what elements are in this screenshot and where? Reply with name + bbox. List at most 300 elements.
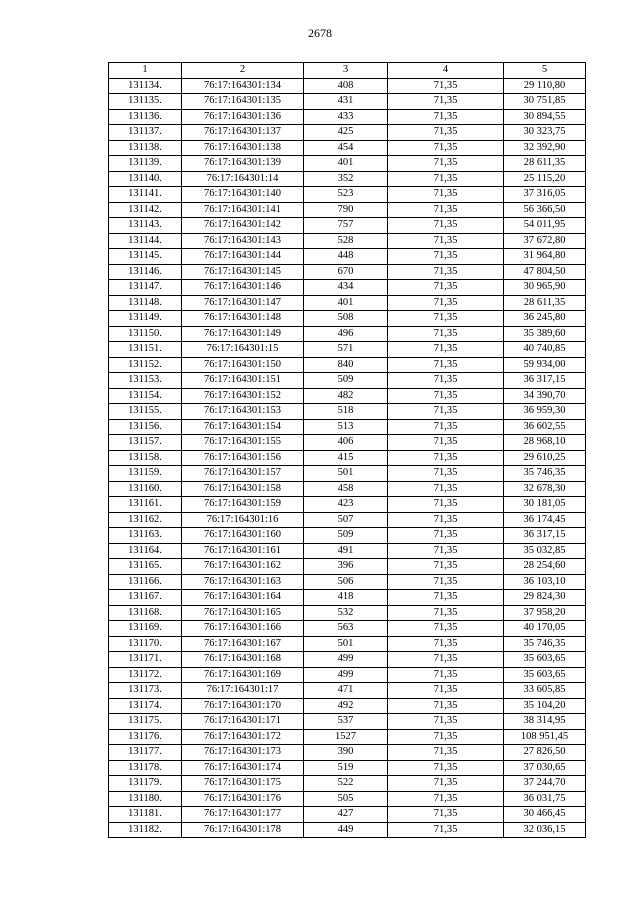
rate-cell: 71,35 [388,435,504,451]
cadastral-number-cell: 76:17:164301:17 [182,683,304,699]
column-header: 4 [388,63,504,79]
cadastral-number-cell: 76:17:164301:144 [182,249,304,265]
rate-cell: 71,35 [388,125,504,141]
table-row [109,264,586,280]
rate-cell: 71,35 [388,388,504,404]
rate-cell: 71,35 [388,667,504,683]
cadastral-number-cell: 76:17:164301:155 [182,435,304,451]
rate-cell: 71,35 [388,233,504,249]
row-number-cell: 131180. [109,791,182,807]
area-cell: 840 [304,357,388,373]
value-cell: 38 314,95 [504,714,586,730]
registry-table [108,62,586,838]
rate-cell: 71,35 [388,109,504,125]
rate-cell: 71,35 [388,450,504,466]
table-row [109,466,586,482]
area-cell: 406 [304,435,388,451]
area-cell: 670 [304,264,388,280]
row-number-cell: 131140. [109,171,182,187]
table-row [109,776,586,792]
row-number-cell: 131165. [109,559,182,575]
value-cell: 30 323,75 [504,125,586,141]
value-cell: 29 610,25 [504,450,586,466]
cadastral-number-cell: 76:17:164301:136 [182,109,304,125]
value-cell: 29 824,30 [504,590,586,606]
table-row [109,512,586,528]
cadastral-number-cell: 76:17:164301:145 [182,264,304,280]
table-row [109,636,586,652]
cadastral-number-cell: 76:17:164301:158 [182,481,304,497]
table-row [109,140,586,156]
area-cell: 423 [304,497,388,513]
rate-cell: 71,35 [388,574,504,590]
area-cell: 401 [304,295,388,311]
value-cell: 37 958,20 [504,605,586,621]
area-cell: 491 [304,543,388,559]
rate-cell: 71,35 [388,419,504,435]
area-cell: 390 [304,745,388,761]
row-number-cell: 131163. [109,528,182,544]
table-row [109,326,586,342]
cadastral-number-cell: 76:17:164301:140 [182,187,304,203]
area-cell: 408 [304,78,388,94]
area-cell: 513 [304,419,388,435]
value-cell: 32 392,90 [504,140,586,156]
row-number-cell: 131164. [109,543,182,559]
cadastral-number-cell: 76:17:164301:173 [182,745,304,761]
area-cell: 505 [304,791,388,807]
row-number-cell: 131139. [109,156,182,172]
value-cell: 28 254,60 [504,559,586,575]
area-cell: 522 [304,776,388,792]
table-row [109,590,586,606]
area-cell: 496 [304,326,388,342]
rate-cell: 71,35 [388,776,504,792]
rate-cell: 71,35 [388,683,504,699]
table-row [109,156,586,172]
value-cell: 34 390,70 [504,388,586,404]
row-number-cell: 131136. [109,109,182,125]
area-cell: 509 [304,528,388,544]
cadastral-number-cell: 76:17:164301:134 [182,78,304,94]
row-number-cell: 131172. [109,667,182,683]
page-number: 2678 [308,26,332,40]
area-cell: 571 [304,342,388,358]
value-cell: 36 602,55 [504,419,586,435]
rate-cell: 71,35 [388,311,504,327]
rate-cell: 71,35 [388,171,504,187]
area-cell: 528 [304,233,388,249]
table-row [109,311,586,327]
cadastral-number-cell: 76:17:164301:16 [182,512,304,528]
value-cell: 35 104,20 [504,698,586,714]
area-cell: 509 [304,373,388,389]
table-row [109,233,586,249]
rate-cell: 71,35 [388,698,504,714]
area-cell: 471 [304,683,388,699]
rate-cell: 71,35 [388,652,504,668]
cadastral-number-cell: 76:17:164301:175 [182,776,304,792]
rate-cell: 71,35 [388,481,504,497]
row-number-cell: 131150. [109,326,182,342]
table-row [109,667,586,683]
cadastral-number-cell: 76:17:164301:165 [182,605,304,621]
value-cell: 28 611,35 [504,295,586,311]
row-number-cell: 131138. [109,140,182,156]
cadastral-number-cell: 76:17:164301:142 [182,218,304,234]
rate-cell: 71,35 [388,202,504,218]
rate-cell: 71,35 [388,605,504,621]
table-row [109,450,586,466]
cadastral-number-cell: 76:17:164301:151 [182,373,304,389]
area-cell: 415 [304,450,388,466]
cadastral-number-cell: 76:17:164301:160 [182,528,304,544]
row-number-cell: 131152. [109,357,182,373]
cadastral-number-cell: 76:17:164301:178 [182,822,304,838]
value-cell: 32 678,30 [504,481,586,497]
table-row [109,373,586,389]
rate-cell: 71,35 [388,528,504,544]
rate-cell: 71,35 [388,264,504,280]
value-cell: 35 389,60 [504,326,586,342]
table-row [109,652,586,668]
value-cell: 37 672,80 [504,233,586,249]
cadastral-number-cell: 76:17:164301:172 [182,729,304,745]
cadastral-number-cell: 76:17:164301:163 [182,574,304,590]
column-header: 5 [504,63,586,79]
cadastral-number-cell: 76:17:164301:157 [182,466,304,482]
area-cell: 492 [304,698,388,714]
table-row [109,497,586,513]
row-number-cell: 131147. [109,280,182,296]
rate-cell: 71,35 [388,497,504,513]
cadastral-number-cell: 76:17:164301:177 [182,807,304,823]
table-row [109,295,586,311]
cadastral-number-cell: 76:17:164301:152 [182,388,304,404]
row-number-cell: 131155. [109,404,182,420]
cadastral-number-cell: 76:17:164301:168 [182,652,304,668]
table-row [109,187,586,203]
row-number-cell: 131168. [109,605,182,621]
value-cell: 36 317,15 [504,373,586,389]
value-cell: 37 030,65 [504,760,586,776]
value-cell: 35 603,65 [504,667,586,683]
table-row [109,559,586,575]
row-number-cell: 131134. [109,78,182,94]
area-cell: 563 [304,621,388,637]
area-cell: 458 [304,481,388,497]
table-row [109,109,586,125]
rate-cell: 71,35 [388,745,504,761]
rate-cell: 71,35 [388,466,504,482]
rate-cell: 71,35 [388,280,504,296]
cadastral-number-cell: 76:17:164301:166 [182,621,304,637]
table-row [109,760,586,776]
row-number-cell: 131156. [109,419,182,435]
table-row [109,202,586,218]
rate-cell: 71,35 [388,822,504,838]
rate-cell: 71,35 [388,791,504,807]
rate-cell: 71,35 [388,295,504,311]
value-cell: 25 115,20 [504,171,586,187]
row-number-cell: 131166. [109,574,182,590]
table-row [109,791,586,807]
value-cell: 35 746,35 [504,466,586,482]
table-row [109,698,586,714]
row-number-cell: 131179. [109,776,182,792]
cadastral-number-cell: 76:17:164301:149 [182,326,304,342]
row-number-cell: 131161. [109,497,182,513]
value-cell: 37 244,70 [504,776,586,792]
table-row [109,388,586,404]
table-body [109,78,586,838]
cadastral-number-cell: 76:17:164301:15 [182,342,304,358]
table-header-row [109,63,586,79]
table-row [109,605,586,621]
area-cell: 1527 [304,729,388,745]
row-number-cell: 131167. [109,590,182,606]
row-number-cell: 131178. [109,760,182,776]
table-row [109,621,586,637]
table-row [109,481,586,497]
rate-cell: 71,35 [388,249,504,265]
value-cell: 35 746,35 [504,636,586,652]
area-cell: 499 [304,667,388,683]
cadastral-number-cell: 76:17:164301:148 [182,311,304,327]
value-cell: 35 603,65 [504,652,586,668]
area-cell: 519 [304,760,388,776]
value-cell: 47 804,50 [504,264,586,280]
value-cell: 54 011,95 [504,218,586,234]
table-row [109,435,586,451]
rate-cell: 71,35 [388,760,504,776]
cadastral-number-cell: 76:17:164301:141 [182,202,304,218]
area-cell: 499 [304,652,388,668]
value-cell: 36 245,80 [504,311,586,327]
area-cell: 506 [304,574,388,590]
cadastral-number-cell: 76:17:164301:146 [182,280,304,296]
rate-cell: 71,35 [388,357,504,373]
area-cell: 449 [304,822,388,838]
area-cell: 523 [304,187,388,203]
value-cell: 33 605,85 [504,683,586,699]
row-number-cell: 131146. [109,264,182,280]
table-row [109,714,586,730]
rate-cell: 71,35 [388,218,504,234]
row-number-cell: 131144. [109,233,182,249]
cadastral-number-cell: 76:17:164301:164 [182,590,304,606]
table-row [109,729,586,745]
row-number-cell: 131135. [109,94,182,110]
cadastral-number-cell: 76:17:164301:176 [182,791,304,807]
table-row [109,574,586,590]
table-row [109,528,586,544]
area-cell: 434 [304,280,388,296]
value-cell: 30 751,85 [504,94,586,110]
rate-cell: 71,35 [388,807,504,823]
value-cell: 28 611,35 [504,156,586,172]
value-cell: 108 951,45 [504,729,586,745]
rate-cell: 71,35 [388,621,504,637]
row-number-cell: 131170. [109,636,182,652]
row-number-cell: 131148. [109,295,182,311]
row-number-cell: 131176. [109,729,182,745]
rate-cell: 71,35 [388,512,504,528]
value-cell: 30 466,45 [504,807,586,823]
value-cell: 36 174,45 [504,512,586,528]
row-number-cell: 131159. [109,466,182,482]
table-row [109,171,586,187]
rate-cell: 71,35 [388,78,504,94]
cadastral-number-cell: 76:17:164301:139 [182,156,304,172]
cadastral-number-cell: 76:17:164301:14 [182,171,304,187]
row-number-cell: 131182. [109,822,182,838]
column-header: 2 [182,63,304,79]
area-cell: 501 [304,636,388,652]
table-row [109,342,586,358]
row-number-cell: 131151. [109,342,182,358]
value-cell: 30 181,05 [504,497,586,513]
value-cell: 40 170,05 [504,621,586,637]
value-cell: 36 103,10 [504,574,586,590]
value-cell: 29 110,80 [504,78,586,94]
row-number-cell: 131171. [109,652,182,668]
row-number-cell: 131169. [109,621,182,637]
area-cell: 454 [304,140,388,156]
row-number-cell: 131174. [109,698,182,714]
area-cell: 448 [304,249,388,265]
rate-cell: 71,35 [388,326,504,342]
value-cell: 56 366,50 [504,202,586,218]
rate-cell: 71,35 [388,543,504,559]
value-cell: 36 959,30 [504,404,586,420]
table-row [109,683,586,699]
rate-cell: 71,35 [388,729,504,745]
area-cell: 508 [304,311,388,327]
table-row [109,94,586,110]
table-row [109,218,586,234]
value-cell: 28 968,10 [504,435,586,451]
value-cell: 37 316,05 [504,187,586,203]
area-cell: 352 [304,171,388,187]
area-cell: 433 [304,109,388,125]
row-number-cell: 131173. [109,683,182,699]
table-row [109,404,586,420]
row-number-cell: 131158. [109,450,182,466]
rate-cell: 71,35 [388,373,504,389]
rate-cell: 71,35 [388,140,504,156]
value-cell: 36 031,75 [504,791,586,807]
table-row [109,745,586,761]
table-row [109,78,586,94]
cadastral-number-cell: 76:17:164301:167 [182,636,304,652]
table-row [109,543,586,559]
rate-cell: 71,35 [388,156,504,172]
table-row [109,125,586,141]
rate-cell: 71,35 [388,94,504,110]
cadastral-number-cell: 76:17:164301:154 [182,419,304,435]
value-cell: 32 036,15 [504,822,586,838]
area-cell: 396 [304,559,388,575]
area-cell: 482 [304,388,388,404]
rate-cell: 71,35 [388,404,504,420]
area-cell: 427 [304,807,388,823]
row-number-cell: 131175. [109,714,182,730]
row-number-cell: 131142. [109,202,182,218]
column-header: 3 [304,63,388,79]
area-cell: 431 [304,94,388,110]
row-number-cell: 131141. [109,187,182,203]
area-cell: 537 [304,714,388,730]
area-cell: 501 [304,466,388,482]
cadastral-number-cell: 76:17:164301:171 [182,714,304,730]
table-row [109,249,586,265]
cadastral-number-cell: 76:17:164301:147 [182,295,304,311]
rate-cell: 71,35 [388,342,504,358]
cadastral-number-cell: 76:17:164301:174 [182,760,304,776]
value-cell: 30 894,55 [504,109,586,125]
cadastral-number-cell: 76:17:164301:153 [182,404,304,420]
cadastral-number-cell: 76:17:164301:159 [182,497,304,513]
table-row [109,419,586,435]
value-cell: 30 965,90 [504,280,586,296]
table-row [109,357,586,373]
cadastral-number-cell: 76:17:164301:156 [182,450,304,466]
row-number-cell: 131153. [109,373,182,389]
value-cell: 31 964,80 [504,249,586,265]
row-number-cell: 131145. [109,249,182,265]
cadastral-number-cell: 76:17:164301:169 [182,667,304,683]
value-cell: 35 032,85 [504,543,586,559]
cadastral-number-cell: 76:17:164301:162 [182,559,304,575]
row-number-cell: 131160. [109,481,182,497]
area-cell: 532 [304,605,388,621]
row-number-cell: 131149. [109,311,182,327]
value-cell: 36 317,15 [504,528,586,544]
area-cell: 401 [304,156,388,172]
cadastral-number-cell: 76:17:164301:170 [182,698,304,714]
area-cell: 507 [304,512,388,528]
table-row [109,807,586,823]
row-number-cell: 131137. [109,125,182,141]
row-number-cell: 131181. [109,807,182,823]
area-cell: 425 [304,125,388,141]
area-cell: 790 [304,202,388,218]
cadastral-number-cell: 76:17:164301:150 [182,357,304,373]
area-cell: 518 [304,404,388,420]
rate-cell: 71,35 [388,636,504,652]
rate-cell: 71,35 [388,187,504,203]
area-cell: 418 [304,590,388,606]
value-cell: 59 934,00 [504,357,586,373]
cadastral-number-cell: 76:17:164301:161 [182,543,304,559]
area-cell: 757 [304,218,388,234]
cadastral-number-cell: 76:17:164301:143 [182,233,304,249]
value-cell: 27 826,50 [504,745,586,761]
column-header: 1 [109,63,182,79]
row-number-cell: 131143. [109,218,182,234]
table-row [109,822,586,838]
cadastral-number-cell: 76:17:164301:135 [182,94,304,110]
cadastral-number-cell: 76:17:164301:138 [182,140,304,156]
row-number-cell: 131177. [109,745,182,761]
row-number-cell: 131154. [109,388,182,404]
value-cell: 40 740,85 [504,342,586,358]
row-number-cell: 131162. [109,512,182,528]
table-row [109,280,586,296]
row-number-cell: 131157. [109,435,182,451]
rate-cell: 71,35 [388,714,504,730]
